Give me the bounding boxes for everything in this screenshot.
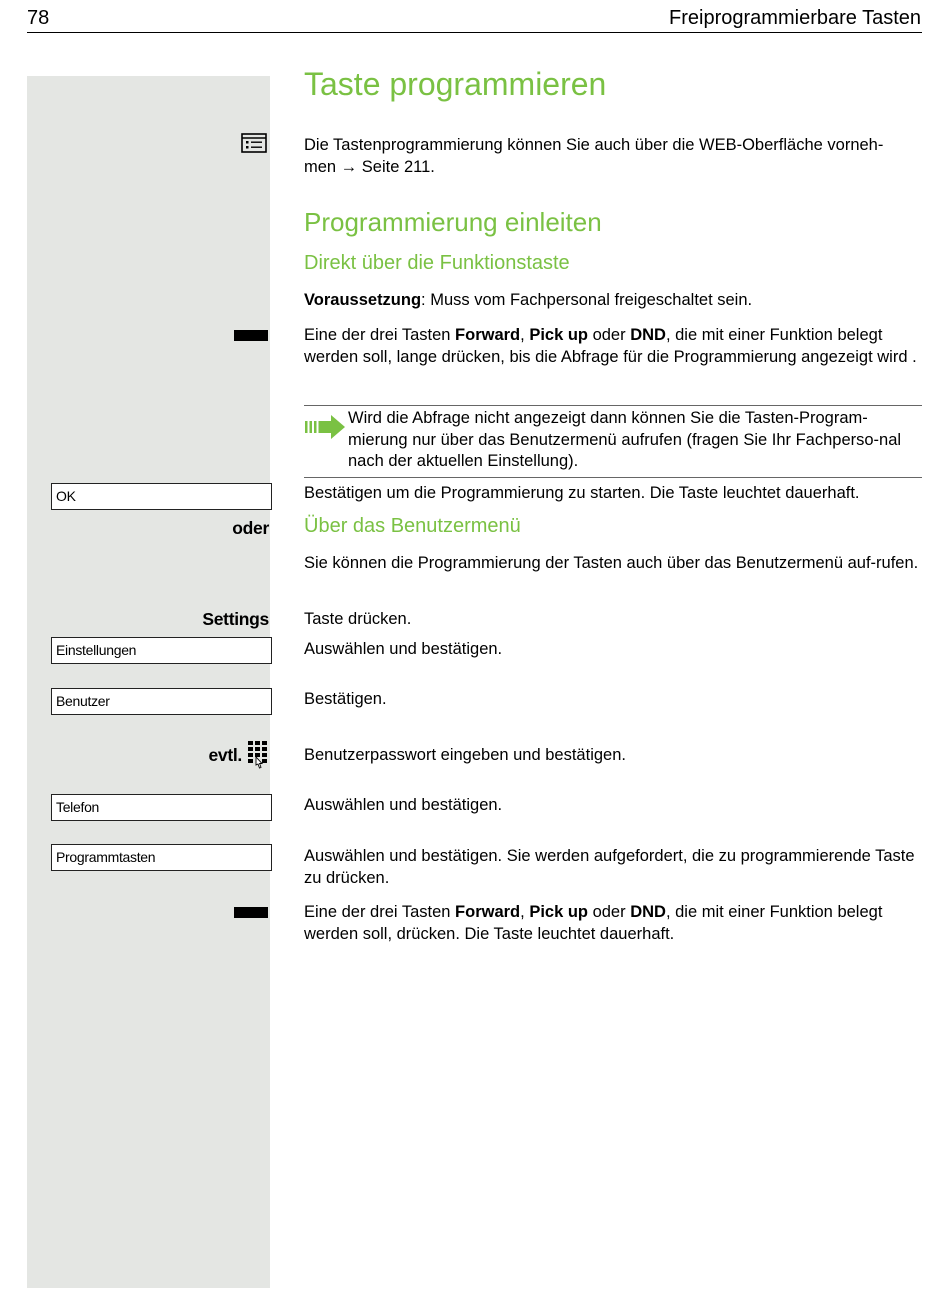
telefon-softkey[interactable]: Telefon — [51, 794, 272, 821]
running-header: Freiprogrammierbare Tasten — [669, 7, 921, 29]
telefon-instruction: Auswählen und bestätigen. — [304, 796, 503, 814]
step-text: Eine der drei Tasten — [304, 903, 456, 921]
separator: oder — [588, 326, 631, 344]
page-title: Taste programmieren — [304, 66, 607, 102]
menu-intro: Sie können die Programmierung der Tasten auch über das Benutzermenü auf-rufen. — [304, 554, 919, 572]
password-instruction: Benutzerpasswort eingeben und bestätigen. — [304, 746, 626, 764]
separator: oder — [588, 903, 631, 921]
step-text: , die mit einer Funktion belegt werden soll, drücken. Die Taste leuchtet dauerhaft. — [304, 903, 883, 943]
page-number: 78 — [27, 7, 50, 29]
key-pickup: Pick up — [529, 903, 588, 921]
separator: , — [520, 903, 530, 921]
einstellungen-instruction: Auswählen und bestätigen. — [304, 640, 503, 658]
final-step — [304, 902, 924, 945]
subsection-title-menu: Über das Benutzermenü — [304, 515, 521, 537]
ok-softkey[interactable]: OK — [51, 483, 272, 510]
section-title: Programmierung einleiten — [304, 207, 602, 237]
keypad-icon — [247, 740, 269, 775]
header-rule — [27, 32, 922, 33]
settings-instruction: Taste drücken. — [304, 610, 412, 628]
key-dnd: DND — [630, 903, 666, 921]
prerequisite-label: Voraussetzung — [304, 291, 422, 309]
function-key-icon — [234, 330, 268, 341]
note-arrow-icon — [304, 414, 346, 445]
intro-paragraph — [304, 135, 924, 178]
key-dnd: DND — [630, 326, 666, 344]
note-rule-bottom — [304, 477, 922, 478]
step-text: Eine der drei Tasten — [304, 326, 456, 344]
step-long-press — [304, 325, 924, 368]
side-column — [27, 76, 270, 1288]
function-key-icon — [234, 907, 268, 918]
benutzer-instruction: Bestätigen. — [304, 690, 387, 708]
oder-label: oder — [232, 518, 269, 538]
key-forward: Forward — [455, 903, 521, 921]
prerequisite-text: : Muss vom Fachpersonal freigeschaltet sein. — [421, 291, 753, 309]
intro-line-1: Die Tastenprogrammierung können Sie auch über die WEB-Oberfläche vorneh- — [304, 136, 884, 154]
step-text: , die mit einer Funktion belegt werden soll, lange drücken, bis die Abfrage für die Programmierung angezeigt wird . — [304, 326, 917, 366]
settings-key-label[interactable]: Settings — [202, 609, 269, 629]
evtl-label: evtl. — [208, 745, 242, 765]
note-text: Wird die Abfrage nicht angezeigt dann können Sie die Tasten-Program-mierung nur über das Benutzermenü aufrufen (fragen Sie Ihr Fachperso-nal nach der aktuellen Einstellung). — [348, 409, 902, 470]
note-rule-top — [304, 405, 922, 406]
key-pickup: Pick up — [529, 326, 588, 344]
key-forward: Forward — [455, 326, 521, 344]
ok-instruction: Bestätigen um die Programmierung zu starten. Die Taste leuchtet dauerhaft. — [304, 484, 860, 502]
programmtasten-instruction: Auswählen und bestätigen. Sie werden aufgefordert, die zu programmierende Taste zu drücken. — [304, 847, 915, 887]
programmtasten-softkey[interactable]: Programmtasten — [51, 844, 272, 871]
subsection-title-direct: Direkt über die Funktionstaste — [304, 252, 570, 274]
separator: , — [520, 326, 530, 344]
prerequisite — [304, 290, 924, 312]
benutzer-softkey[interactable]: Benutzer — [51, 688, 272, 715]
web-page-icon — [241, 133, 267, 158]
einstellungen-softkey[interactable]: Einstellungen — [51, 637, 272, 664]
intro-line-2: men → Seite 211. — [304, 157, 435, 176]
